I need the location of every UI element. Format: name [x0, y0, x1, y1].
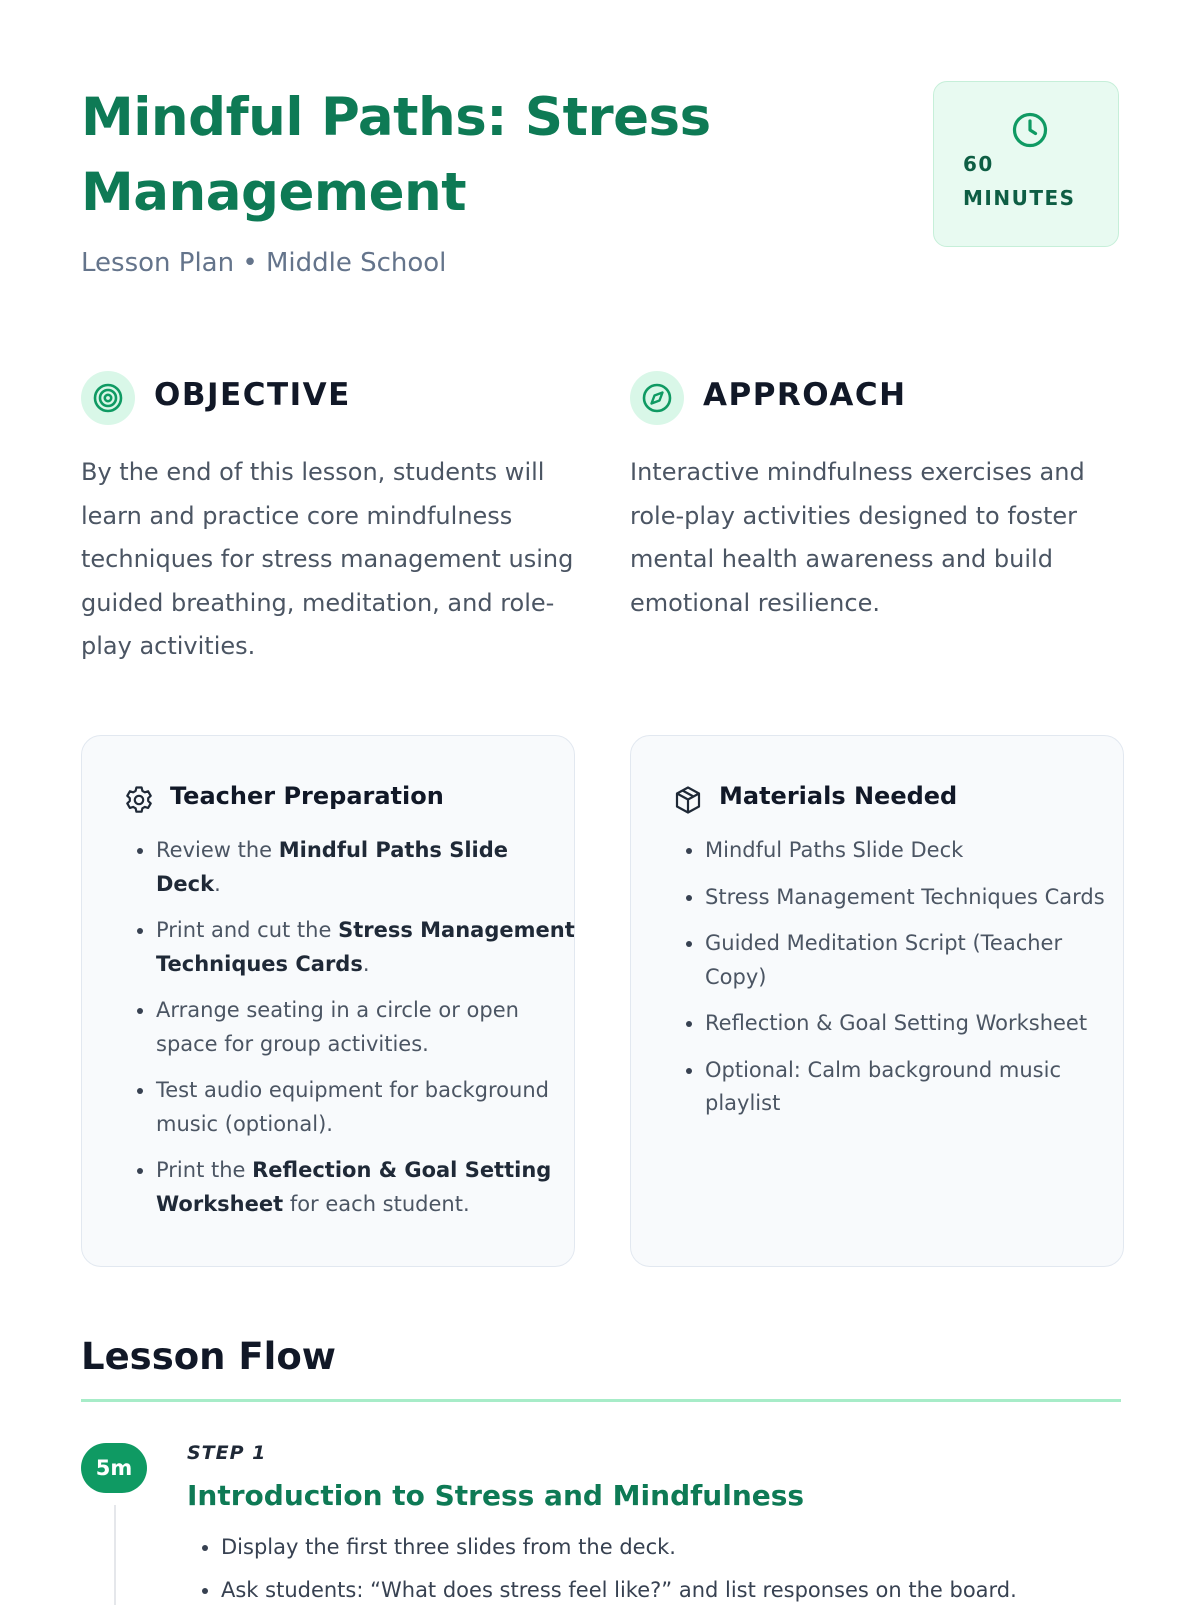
approach-heading: APPROACH — [703, 377, 907, 413]
list-item: • Optional: Calm background music playlist — [705, 1054, 1125, 1121]
timeline-connector — [114, 1505, 116, 1605]
step-time-badge: 5m — [81, 1443, 147, 1493]
list-item: • Review the Mindful Paths Slide Deck. — [156, 834, 576, 901]
materials-needed-card — [630, 735, 1124, 1267]
lesson-flow-heading: Lesson Flow — [81, 1335, 336, 1378]
compass-icon — [641, 382, 673, 414]
objective-heading: OBJECTIVE — [154, 377, 351, 413]
box-icon — [672, 784, 704, 816]
list-item: • Mindful Paths Slide Deck — [705, 834, 1125, 868]
list-item: • Ask students: “What does stress feel like?” and list responses on the board. — [221, 1574, 1151, 1608]
approach-text: Interactive mindfulness exercises and role-play activities designed to foster mental health awareness and build emotional resilience. — [630, 458, 1085, 617]
list-item: • Test audio equipment for background music (optional). — [156, 1074, 576, 1141]
step-bullet-list — [187, 1531, 1151, 1616]
list-item: • Stress Management Techniques Cards — [705, 881, 1125, 915]
duration-unit: MINUTES — [963, 186, 1076, 210]
page-subtitle: Lesson Plan • Middle School — [81, 248, 447, 278]
list-item: • Arrange seating in a circle or open space for group activities. — [156, 994, 576, 1061]
approach-icon-circle — [630, 371, 684, 425]
page-title: Mindful Paths: Stress Management — [81, 87, 711, 223]
teacher-preparation-card — [81, 735, 575, 1267]
objective-text: By the end of this lesson, students will learn and practice core mindfulness techniques for stress management using guided breathing, meditation, and role-play activities. — [81, 458, 574, 660]
duration-badge — [933, 81, 1119, 247]
step-label: STEP 1 — [187, 1442, 267, 1464]
gear-icon — [123, 784, 155, 816]
materials-list — [673, 834, 1125, 1134]
list-item: • Display the first three slides from the deck. — [221, 1531, 1151, 1565]
target-icon — [92, 382, 124, 414]
teacher-preparation-list — [124, 834, 576, 1234]
section-divider — [81, 1399, 1121, 1402]
list-item: • Print the Reflection & Goal Setting Worksheet for each student. — [156, 1154, 576, 1221]
materials-needed-title: Materials Needed — [719, 782, 958, 810]
step-title: Introduction to Stress and Mindfulness — [187, 1479, 805, 1512]
teacher-preparation-title: Teacher Preparation — [170, 782, 444, 810]
list-item: • Reflection & Goal Setting Worksheet — [705, 1007, 1125, 1041]
list-item: • Guided Meditation Script (Teacher Copy) — [705, 927, 1125, 994]
list-item: • Print and cut the Stress Management Techniques Cards. — [156, 914, 576, 981]
clock-icon — [1010, 110, 1050, 150]
duration-value: 60 — [963, 152, 994, 176]
objective-icon-circle — [81, 371, 135, 425]
